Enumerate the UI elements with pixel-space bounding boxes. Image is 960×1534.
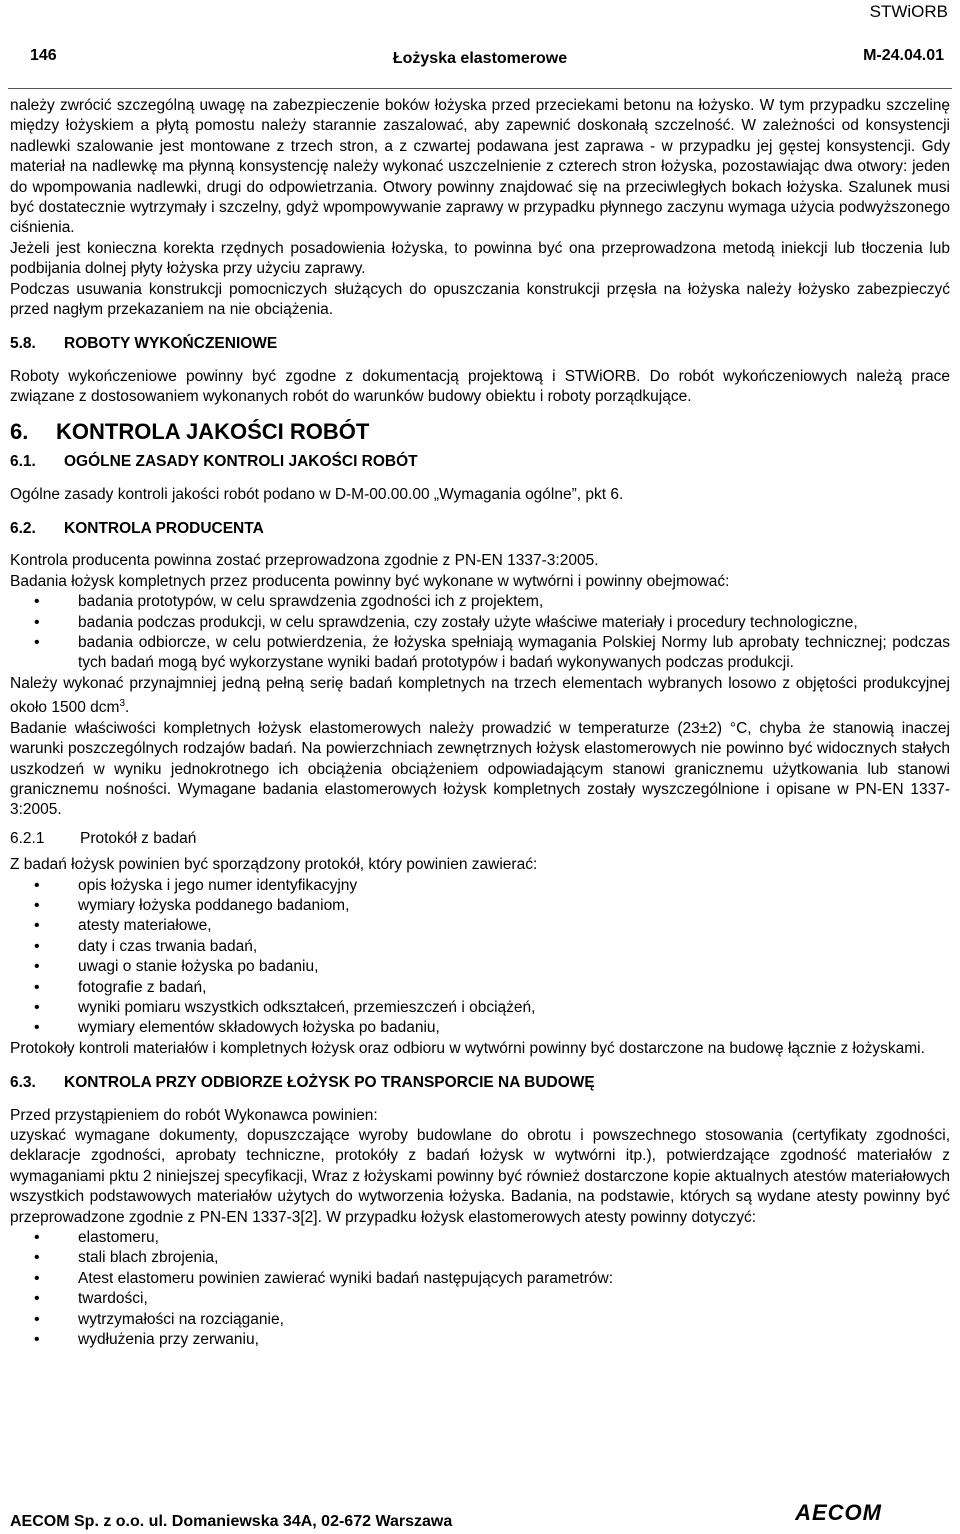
- paragraph: Przed przystąpieniem do robót Wykonawca powinien:: [10, 1106, 378, 1124]
- chapter-heading-6: [10, 418, 950, 444]
- section-heading-6-3: [10, 1073, 950, 1093]
- section-number: 6.1.: [10, 453, 36, 471]
- paragraph-text: Należy wykonać przynajmniej jedną pełną serię badań kompletnych na trzech elementach wybranych losowo z objętości produkcyjnej około 1500 dcm: [10, 674, 950, 717]
- section-heading-6-2: [10, 519, 950, 539]
- list-item: • twardości,: [10, 1289, 950, 1309]
- list-item: • daty i czas trwania badań,: [10, 937, 950, 957]
- aecom-logo: AECOM: [795, 1500, 882, 1525]
- list-item: • Atest elastomeru powinien zawierać wyniki badań następujących parametrów:: [10, 1269, 950, 1289]
- paragraph: [10, 674, 950, 719]
- paragraph: Podczas usuwania konstrukcji pomocniczych służących do opuszczania konstrukcji przęsła na łożyska należy łożysko zabezpieczyć przed nagłym przekazaniem na nie obciążenia.: [10, 280, 950, 319]
- section-heading-6-1: [10, 452, 950, 472]
- bullet-list: [10, 876, 950, 1039]
- list-item: • elastomeru,: [10, 1228, 950, 1248]
- page-title: Łożyska elastomerowe: [392, 50, 568, 67]
- list-item: • uwagi o stanie łożyska po badaniu,: [10, 957, 950, 977]
- page-header: [8, 44, 952, 74]
- paragraph: Ogólne zasady kontroli jakości robót podano w D-M-00.00.00 „Wymagania ogólne”, pkt 6.: [10, 485, 624, 503]
- section-heading-5-8: [10, 334, 950, 354]
- list-item: • fotografie z badań,: [10, 978, 950, 998]
- section-title: KONTROLA PRZY ODBIORZE ŁOŻYSK PO TRANSPORCIE NA BUDOWĘ: [64, 1074, 595, 1092]
- section-number: 6.3.: [10, 1074, 36, 1092]
- document-code: M-24.04.01: [863, 47, 944, 64]
- section-number: 5.8.: [10, 335, 36, 353]
- chapter-title: KONTROLA JAKOŚCI ROBÓT: [56, 418, 370, 444]
- list-item: • wyniki pomiaru wszystkich odkształceń, przemieszczeń i obciążeń,: [10, 998, 950, 1018]
- list-item: • wymiary łożyska poddanego badaniom,: [10, 896, 950, 916]
- footer-address: AECOM Sp. z o.o. ul. Domaniewska 34A, 02-672 Warszawa: [10, 1513, 453, 1530]
- list-item: • wymiary elementów składowych łożyska po badaniu,: [10, 1018, 950, 1038]
- paragraph: uzyskać wymagane dokumenty, dopuszczające wyroby budowlane do obrotu i powszechnego stosowania (certyfikaty zgodności, deklaracje zgodności, aprobaty techniczne, protokóły z badań łożysk w wytwórni itp.), potwierdzające zgodność materiałów z wymaganiami pktu 2 niniejszej specyfikacji, Wraz z łożyskami powinny być również dostarczone kopie aktualnych atestów materiałowych wszystkich podstawowych materiałów użytych do wytworzenia łożyska. Badania, na podstawie, których są wydane atesty powinny być przeprowadzone zgodnie z PN-EN 1337-3[2]. W przypadku łożysk elastomerowych atesty powinny dotyczyć:: [10, 1127, 950, 1226]
- header-divider: [8, 88, 952, 89]
- paragraph: Kontrola producenta powinna zostać przeprowadzona zgodnie z PN-EN 1337-3:2005.: [10, 552, 599, 570]
- section-title: ROBOTY WYKOŃCZENIOWE: [64, 335, 278, 353]
- list-item: • wydłużenia przy zerwaniu,: [10, 1330, 950, 1350]
- list-item: • badania odbiorcze, w celu potwierdzenia, że łożyska spełniają wymagania Polskiej Normy lub aprobaty technicznej; podczas tych badań mogą być wykorzystane wyniki badań prototypów i badań wykonywanych podczas produkcji.: [10, 633, 950, 674]
- list-item: • atesty materiałowe,: [10, 916, 950, 936]
- section-title: OGÓLNE ZASADY KONTROLI JAKOŚCI ROBÓT: [64, 453, 418, 471]
- subsection-title: Protokół z badań: [80, 829, 197, 847]
- paragraph: Badanie właściwości kompletnych łożysk elastomerowych należy prowadzić w temperaturze (23±2) °C, chyba że stanowią inaczej warunki poszczególnych rodzajów badań. Na powierzchniach zewnętrznych łożysk elastomerowych nie powinno być widocznych stałych uszkodzeń w wyniku jednokrotnego ich obciążenia obciążeniem odpowiadającym stanowi granicznemu użytkowania lub stanowi granicznemu nośności. Wymagane badania elastomerowych łożysk kompletnych zostały wyszczególnione i opisane w PN-EN 1337-3:2005.: [10, 719, 950, 819]
- bullet-list: [10, 592, 950, 674]
- list-item: • opis łożyska i jego numer identyfikacyjny: [10, 876, 950, 896]
- bullet-list: [10, 1228, 950, 1350]
- list-item: • badania podczas produkcji, w celu sprawdzenia, czy zostały użyte właściwe materiały i procedury technologiczne,: [10, 613, 950, 633]
- list-item: • wytrzymałości na rozciąganie,: [10, 1310, 950, 1330]
- subsection-number: 6.2.1: [10, 829, 45, 847]
- paragraph: Protokoły kontroli materiałów i kompletnych łożysk oraz odbioru w wytwórni powinny być dostarczone na budowę łącznie z łożyskami.: [10, 1039, 925, 1057]
- list-item: • badania prototypów, w celu sprawdzenia zgodności ich z projektem,: [10, 592, 950, 612]
- paragraph: Jeżeli jest konieczna korekta rzędnych posadowienia łożyska, to powinna być ona przeprowadzona metodą iniekcji lub tłoczenia lub podbijania dolnej płyty łożyska przy użyciu zaprawy.: [10, 239, 950, 278]
- brand-label: STWiORB: [869, 2, 948, 21]
- superscript: 3: [119, 698, 125, 710]
- paragraph: Z badań łożysk powinien być sporządzony protokół, który powinien zawierać:: [10, 856, 538, 874]
- section-title: KONTROLA PRODUCENTA: [64, 519, 264, 537]
- paragraph-text: .: [125, 699, 130, 717]
- document-body: [10, 96, 950, 1351]
- page-number: 146: [30, 47, 57, 64]
- list-item: • stali blach zbrojenia,: [10, 1248, 950, 1268]
- subsection-heading-6-2-1: [10, 829, 950, 849]
- paragraph: należy zwrócić szczególną uwagę na zabezpieczenie boków łożyska przed przeciekami betonu na łożysko. W tym przypadku szczelinę między łożyskiem a płytą pomostu należy starannie zaszalować, aby zapewnić doskonałą szczelność. W zależności od konsystencji nadlewki szalowanie jest montowane z trzech stron, a z czwartej podawana jest zaprawa - w przypadku jej gęstej konsystencji. Gdy materiał na nadlewkę ma płynną konsystencję należy wykonać uszczelnienie z czterech stron łożyska, pozostawiając dwa otwory: jeden do wpompowania nadlewki, drugi do odpowietrzania. Otwory powinny znajdować się na przeciwległych bokach łożyska. Szalunek musi być dostatecznie wytrzymały i szczelny, gdyż wpompowywanie zaprawy w przypadku płynnego zaczynu wymaga użycia podwyższonego ciśnienia.: [10, 97, 950, 237]
- paragraph: Roboty wykończeniowe powinny być zgodne z dokumentacją projektową i STWiORB. Do robót wykończeniowych należą prace związane z dostosowaniem wykonanych robót do warunków budowy obiektu i roboty porządkujące.: [10, 367, 950, 406]
- paragraph: Badania łożysk kompletnych przez producenta powinny być wykonane w wytwórni i powinny obejmować:: [10, 572, 730, 590]
- chapter-number: 6.: [10, 418, 29, 444]
- section-number: 6.2.: [10, 519, 36, 537]
